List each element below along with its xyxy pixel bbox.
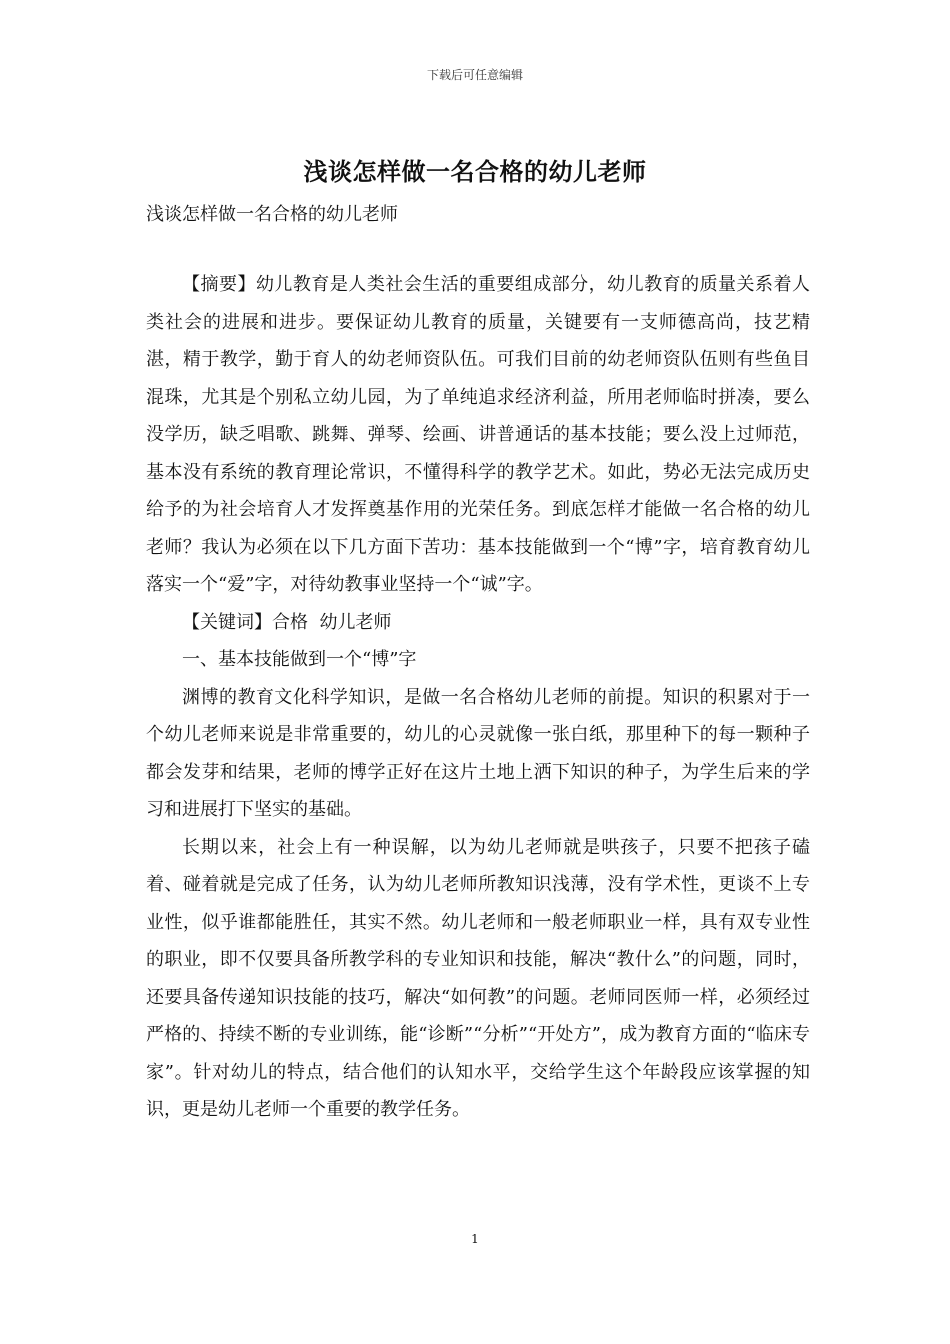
- keywords-line: 【关键词】合格 幼儿老师: [182, 611, 392, 633]
- header-note: 下载后可任意编辑: [426, 68, 523, 82]
- abstract-paragraph: 【摘要】幼儿教育是人类社会生活的重要组成部分，幼儿教育的质量关系着人类社会的进展和进步。要保证幼儿教育的质量，关键要有一支师德高尚，技艺精湛，精于教学，勤于育人的幼老师资队伍。可我们目前的幼老师资队伍则有些鱼目混珠，尤其是个别私立幼儿园，为了单纯追求经济利益，所用老师临时拼凑，要么没学历，缺乏唱歌、跳舞、弹琴、绘画、讲普通话的基本技能；要么没上过师范，基本没有系统的教育理论常识，不懂得科学的教学艺术。如此，势必无法完成历史给予的为社会培育人才发挥奠基作用的光荣任务。到底怎样才能做一名合格的幼儿老师？我认为必须在以下几方面下苦功：基本技能做到一个“博”字，培育教育幼儿落实一个“爱”字，对待幼教事业坚持一个“诚”字。: [146, 274, 810, 595]
- body-paragraph-1: 渊博的教育文化科学知识，是做一名合格幼儿老师的前提。知识的积累对于一个幼儿老师来说是非常重要的，幼儿的心灵就像一张白纸，那里种下的每一颗种子都会发芽和结果，老师的博学正好在这片土地上洒下知识的种子，为学生后来的学习和进展打下坚实的基础。: [146, 686, 810, 820]
- page-number: 1: [471, 1232, 479, 1246]
- section-heading: 一、基本技能做到一个“博”字: [182, 649, 417, 670]
- document-body: [146, 266, 810, 1129]
- body-paragraph-2: 长期以来，社会上有一种误解，以为幼儿老师就是哄孩子，只要不把孩子磕着、碰着就是完成了任务，认为幼儿老师所教知识浅薄，没有学术性，更谈不上专业性，似乎谁都能胜任，其实不然。幼儿老师和一般老师职业一样，具有双专业性的职业，即不仅要具备所教学科的专业知识和技能，解决“教什么”的问题，同时，还要具备传递知识技能的技巧，解决“如何教”的问题。老师同医师一样，必须经过严格的、持续不断的专业训练，能“诊断”“分析”“开处方”，成为教育方面的“临床专家”。针对幼儿的特点，结合他们的认知水平，交给学生这个年龄段应该掌握的知识，更是幼儿老师一个重要的教学任务。: [146, 836, 810, 1120]
- document-subtitle: 浅谈怎样做一名合格的幼儿老师: [146, 204, 398, 225]
- document-title: 浅谈怎样做一名合格的幼儿老师: [303, 157, 647, 186]
